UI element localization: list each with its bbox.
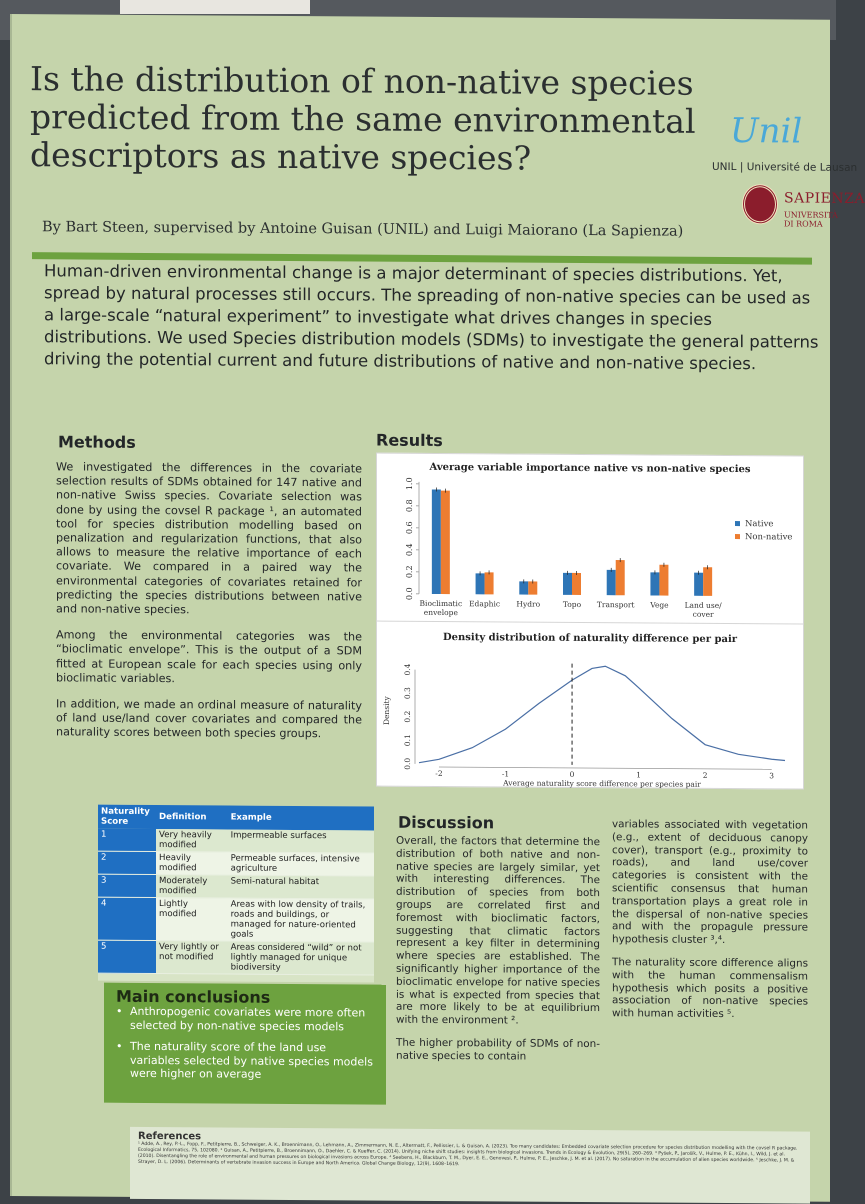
conclusions-list: [116, 1005, 378, 1090]
x-tick-label: Edaphic: [469, 599, 500, 608]
references-heading: References: [138, 1131, 802, 1147]
y-tick-label: 0.2: [403, 710, 412, 722]
density-chart-title: Density distribution of naturality difference per pair: [377, 632, 803, 646]
y-tick-label: 0.0: [405, 587, 414, 600]
legend-label: Non-native: [745, 532, 792, 542]
poster-title: Is the distribution of non-native species predicted from the same environmental descriptors as native species?: [30, 60, 710, 179]
y-tick-label: 0.2: [405, 565, 414, 578]
unil-logo: [712, 111, 842, 182]
table-row: [98, 940, 374, 975]
table-cell-definition: Heavily modified: [156, 852, 228, 875]
table-cell-score: 1: [98, 829, 156, 852]
table-header-row: [98, 805, 374, 831]
methods-paragraph-3: In addition, we made an ordinal measure of naturality of land use/land cover covariates and compared the naturality scores between both species groups.: [56, 697, 362, 742]
discussion-column-1: [396, 835, 600, 1064]
x-tick-label: Hydro: [516, 600, 540, 609]
x-tick-label: 3: [769, 771, 774, 780]
bar-non-native: [441, 491, 450, 594]
results-heading: Results: [376, 431, 443, 450]
x-tick-label: 2: [703, 771, 708, 780]
bar-chart-title: Average variable importance native vs non-native species: [377, 462, 803, 476]
x-tick-label: Land use/ cover: [685, 601, 723, 619]
legend-swatch-non-native: [735, 534, 740, 539]
bar-non-native: [659, 565, 668, 596]
x-tick-label: Topo: [563, 600, 582, 609]
table-header-score: Naturality Score: [98, 805, 156, 829]
naturality-table: [98, 805, 374, 976]
methods-paragraph-2: Among the environmental categories was the “bioclimatic envelope”. This is the output of a SDM fitted at European scale for each species using only bioclimatic variables.: [56, 629, 362, 688]
bar-native: [694, 573, 703, 596]
methods-text: [56, 460, 362, 754]
authors-line: By Bart Steen, supervised by Antoine Guisan (UNIL) and Luigi Maiorano (La Sapienza): [42, 219, 802, 240]
table-cell-score: 2: [98, 851, 156, 874]
bar-native: [476, 573, 485, 594]
y-tick-label: 0.0: [403, 758, 412, 770]
x-axis-line: [439, 767, 772, 769]
bar-non-native: [572, 573, 581, 595]
discussion-heading: Discussion: [398, 813, 494, 833]
table-cell-example: Areas considered “wild” or not lightly managed for unique biodiversity: [228, 941, 374, 975]
references-block: [130, 1127, 810, 1204]
intro-paragraph: Human-driven environmental change is a major determinant of species distributions. Yet, spread by natural processes still occurs. The spreading of non-native species can be used as a large-scale “natural experiment” to investigate what drives changes in species distributions. We used Species distribution models (SDMs) to investigate the general patterns driving the potential current and future distributions of native and non-native species.: [44, 260, 824, 375]
table-row: [98, 874, 374, 899]
x-tick-label: 0: [570, 770, 575, 779]
unil-logo-subtitle: UNIL | Université de Lausan: [712, 161, 857, 174]
sapienza-name: SAPIENZA: [784, 190, 865, 207]
bar-non-native: [703, 567, 712, 596]
x-tick-label: -1: [502, 769, 509, 778]
discussion-column-2: [612, 818, 808, 1021]
naturality-table-box: [98, 805, 374, 983]
y-tick-label: 0.3: [403, 687, 412, 699]
y-tick-label: 0.4: [403, 663, 412, 675]
y-tick-label: 0.1: [403, 734, 412, 746]
conclusions-heading: Main conclusions: [116, 987, 270, 1007]
poster: [10, 14, 830, 1202]
sapienza-subtitle: UNIVERSITÀ DI ROMA: [784, 210, 842, 228]
bar-non-native: [616, 560, 625, 595]
table-cell-score: 5: [98, 940, 156, 973]
table-cell-example: Semi-natural habitat: [228, 875, 374, 899]
y-tick-label: 0.4: [405, 543, 414, 556]
table-row: [98, 829, 374, 853]
x-tick-label: Transport: [597, 600, 635, 609]
x-tick-label: -2: [435, 769, 443, 778]
bar-native: [607, 570, 616, 595]
wall-paper-note: [120, 0, 310, 14]
y-tick-label: 1.0: [405, 477, 414, 490]
methods-paragraph-1: We investigated the differences in the covariate selection results of SDMs obtained for 147 native and non-native Swiss species. Covariate selection was done by using the covsel R package ¹, an automated tool for species distribution modelling based on penalization and regularization functions, that also allows to measure the relative importance of each covariate. We compared in a paired way the environmental categories of covariates retained for predicting the species distributions between native and non-native species.: [56, 460, 362, 618]
x-tick-label: Vege: [649, 600, 669, 609]
bar-native: [650, 572, 659, 595]
x-axis-label: Average naturality score difference per species pair: [502, 778, 701, 788]
unil-logo-script: Unil: [730, 111, 802, 152]
legend-swatch-native: [735, 521, 740, 526]
conclusion-item: • Anthropogenic covariates were more often selected by non-native species models: [116, 1005, 378, 1034]
discussion-paragraph: The higher probability of SDMs of non-native species to contain: [396, 1037, 600, 1064]
table-cell-example: Areas with low density of trails, roads and buildings, or managed for nature-oriented goals: [228, 898, 374, 942]
density-chart: [377, 622, 803, 789]
conclusion-item: • The naturality score of the land use variables selected by native species models were higher on average: [116, 1040, 378, 1082]
table-row: [98, 897, 374, 942]
y-axis-label: Density: [382, 695, 391, 725]
table-cell-example: Permeable surfaces, intensive agriculture: [228, 852, 374, 876]
table-cell-definition: Very lightly or not modified: [156, 941, 228, 974]
x-tick-label: 1: [636, 770, 641, 779]
sapienza-seal-icon: [742, 184, 778, 224]
legend-label: Native: [745, 519, 773, 529]
x-tick-label: Bioclimatic envelope: [420, 599, 463, 617]
table-header-example: Example: [228, 806, 374, 831]
references-text: ¹ Adde, A., Rey, P.-L., Fopp, F., Petitpierre, B., Schweiger, A. K., Broennimann, O., Lehmann, A., Zimmermann, N. E., Altermatt, F., Pellissier, L. & Guisan, A. (2023). Too many candidates: Embedded covariate selection procedure for species distribution modelling with the covsel R package. Ecological Informatics, 75, 102080. ² Guisan, A., Petitpierre, B., Broennimann, O., Daehler, C. & Kueffer, C. (2014). Unifying niche shift studies: insights from biological invasions. Trends in Ecology & Evolution, 29(5), 260–269. ³ Pyšek, P., Jarošík, V., Hulme, P. E., Kühn, I., Wild, J. et al. (2010). Disentangling the role of environmental and human pressures on biological invasions across Europe. ⁴ Seebens, H., Blackburn, T. M., Dyer, E. E., Genovesi, P., Hulme, P. E., Jeschke, J. M. et al. (2017). No saturation in the accumulation of alien species worldwide. ⁵ Jeschke, J. M. & Strayer, D. L. (2006). Determinants of vertebrate invasion success in Europe and North America. Global Change Biology, 12(9), 1608–1619.: [138, 1142, 802, 1171]
table-cell-example: Impermeable surfaces: [228, 830, 374, 854]
y-tick-label: 0.8: [405, 499, 414, 512]
table-cell-definition: Very heavily modified: [156, 829, 228, 852]
table-cell-score: 3: [98, 874, 156, 897]
bar-non-native: [485, 572, 494, 594]
methods-heading: Methods: [58, 432, 136, 452]
bar-native: [563, 573, 572, 595]
discussion-paragraph: Overall, the factors that determine the distribution of both native and non-native species are largely similar, yet with interesting differences. The distribution of species from both groups are correlated first and foremost with bioclimatic factors, suggesting that climatic factors represent a key filter in determining where species are established. The significantly higher importance of the bioclimatic envelope for native species is what is expected from species that are more likely to be at equilibrium with the environment ².: [396, 835, 600, 1028]
y-tick-label: 0.6: [405, 521, 414, 534]
bar-native: [432, 489, 441, 594]
density-line: [419, 665, 785, 765]
table-row: [98, 851, 374, 876]
density-chart-panel: [376, 621, 804, 790]
table-cell-score: 4: [98, 897, 156, 940]
bar-chart: [377, 454, 803, 631]
discussion-paragraph: The naturality score difference aligns with the human commensalism hypothesis which posits a positive association of non-native species with human activities ⁵.: [612, 956, 808, 1021]
table-cell-definition: Lightly modified: [156, 898, 228, 941]
bar-chart-panel: [376, 453, 804, 632]
table-cell-definition: Moderately modified: [156, 875, 228, 898]
sapienza-logo: [742, 184, 842, 229]
discussion-paragraph: variables associated with vegetation (e.g., extent of deciduous canopy cover), transport (e.g., proximity to roads), and land use/cover categories is consistent with the scientific consensus that human transportation plays a great role in the dispersal of non-native species and with the propagule pressure hypothesis cluster ³,⁴.: [612, 818, 808, 947]
table-header-definition: Definition: [156, 805, 228, 829]
